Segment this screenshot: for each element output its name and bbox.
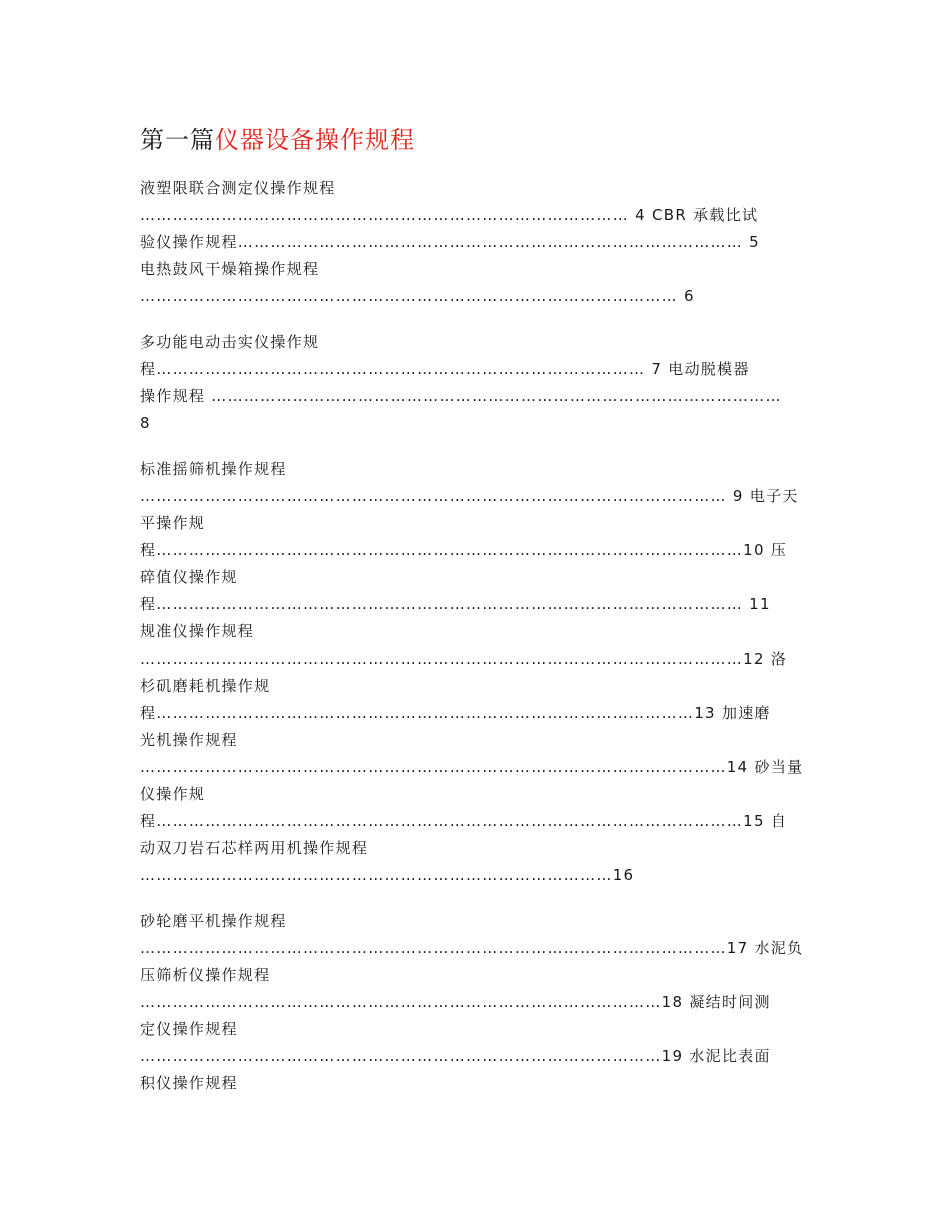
toc-line: 仪操作规: [140, 785, 206, 803]
toc-line: 动双刀岩石芯样两用机操作规程: [140, 839, 369, 857]
title-accent: 仪器设备操作规程: [215, 126, 415, 154]
toc-line: 规准仪操作规程: [140, 622, 255, 640]
toc-line: 操作规程 ……………………………………………………………………………………………: [140, 387, 782, 405]
toc-line: 积仪操作规程: [140, 1074, 238, 1092]
toc-line: ……………………………………………………………………………… 4 CBR 承载比试: [140, 206, 759, 224]
toc-line: ……………………………………………………………………………………18 凝结时间测: [140, 993, 771, 1011]
toc-line: 电热鼓风干燥箱操作规程: [140, 260, 320, 278]
toc-line: 程……………………………………………………………………………… 7 电动脱模器: [140, 360, 750, 378]
toc-line: 杉矶磨耗机操作规: [140, 677, 271, 695]
toc-line: ……………………………………………………………………………………19 水泥比表面: [140, 1047, 771, 1065]
toc-line: 程……………………………………………………………………………………………… 11: [140, 595, 771, 613]
toc-line: 压筛析仪操作规程: [140, 966, 271, 984]
toc-line: 多功能电动击实仪操作规: [140, 333, 320, 351]
toc-line: 程………………………………………………………………………………………………10 压: [140, 541, 788, 559]
toc-line: ……………………………………………………………………………………………… 9 电子天: [140, 487, 799, 505]
toc-line: 光机操作规程: [140, 731, 238, 749]
toc-line: 程………………………………………………………………………………………………15 自: [140, 812, 788, 830]
toc-line: ……………………………………………………………………………16: [140, 866, 635, 884]
toc-line: 程………………………………………………………………………………………13 加速磨: [140, 704, 771, 722]
toc-line: 平操作规: [140, 514, 206, 532]
toc-line: 液塑限联合测定仪操作规程: [140, 179, 336, 197]
toc-line: 碎值仪操作规: [140, 568, 238, 586]
toc-line: ………………………………………………………………………………………………17 水泥负: [140, 939, 804, 957]
toc-line: ………………………………………………………………………………………………14 砂当量: [140, 758, 804, 776]
title-prefix: 第一篇: [140, 126, 215, 154]
toc-line: 验仪操作规程………………………………………………………………………………… 5: [140, 233, 761, 251]
toc-line: 定仪操作规程: [140, 1020, 238, 1038]
toc-line: 8: [140, 414, 151, 432]
toc-line: 标准摇筛机操作规程: [140, 460, 287, 478]
toc-line: …………………………………………………………………………………………………12 洛: [140, 650, 788, 668]
page-title: [140, 120, 415, 155]
toc-line: 砂轮磨平机操作规程: [140, 912, 287, 930]
toc-line: ……………………………………………………………………………………… 6: [140, 287, 695, 305]
